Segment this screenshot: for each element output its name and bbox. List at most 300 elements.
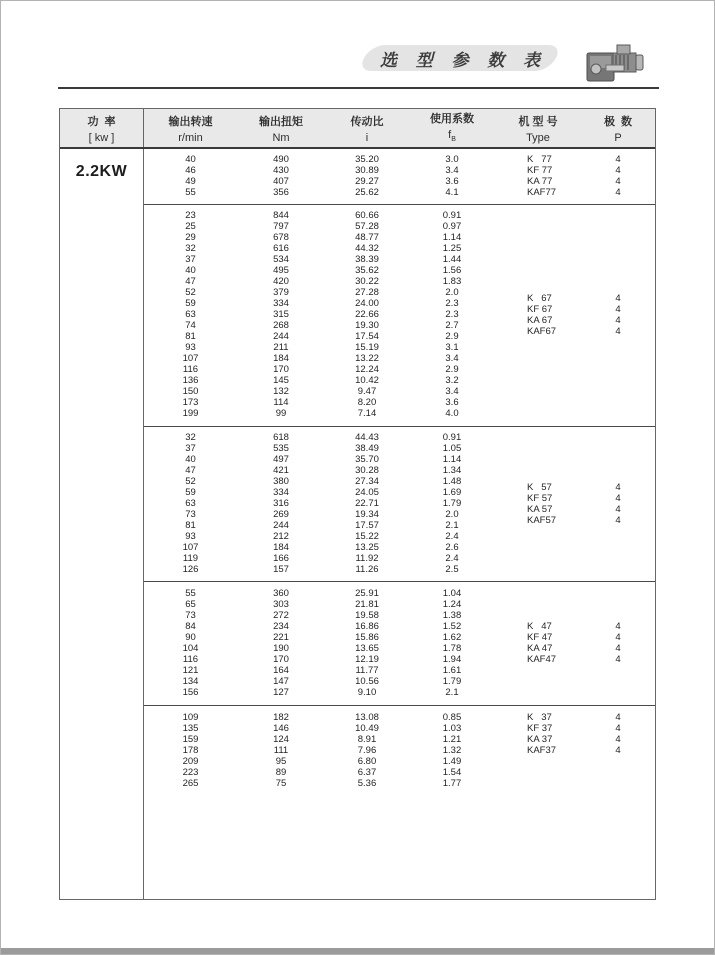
cell-value: 495: [273, 265, 289, 276]
cell-value: 3.6: [445, 176, 459, 187]
cell-value: 4: [615, 654, 621, 665]
header-torque: [237, 109, 325, 147]
cell-value: 29.27: [355, 176, 379, 187]
cell-value: KAF47: [527, 654, 557, 665]
cell-value: 4: [615, 734, 621, 745]
cell-value: 73: [185, 509, 196, 520]
cell-value: 3.6: [445, 397, 459, 408]
power-value: 2.2KW: [75, 163, 128, 180]
type-column: [495, 482, 581, 526]
cell-value: 2.4: [445, 531, 459, 542]
cell-value: 3.2: [445, 375, 459, 386]
header-poles-cn: 极 数: [603, 115, 633, 128]
cell-value: 11.92: [355, 553, 379, 564]
cell-value: 4: [615, 165, 621, 176]
cell-value: 65: [185, 599, 196, 610]
header-poles-unit: P: [614, 131, 622, 144]
cell-value: 40: [185, 154, 196, 165]
cell-value: 178: [182, 745, 199, 756]
header-torque-cn: 输出扭矩: [259, 115, 303, 128]
type-column: [495, 154, 581, 198]
cell-value: 47: [185, 276, 196, 287]
cell-value: 107: [182, 542, 199, 553]
cell-value: 95: [275, 756, 287, 767]
header-ratio-cn: 传动比: [350, 115, 384, 128]
cell-value: 190: [273, 643, 289, 654]
cell-value: 5.36: [357, 778, 377, 789]
cell-value: 2.0: [445, 509, 459, 520]
cell-value: 360: [273, 588, 289, 599]
cell-value: 25.62: [355, 187, 379, 198]
cell-value: 1.69: [442, 487, 462, 498]
cell-value: 11.26: [355, 564, 379, 575]
service-factor-column: [409, 432, 495, 575]
cell-value: 209: [182, 756, 199, 767]
cell-value: 420: [273, 276, 289, 287]
cell-value: 93: [185, 342, 196, 353]
cell-value: KA 47: [527, 643, 553, 654]
cell-value: 1.77: [442, 778, 462, 789]
type-column: [495, 293, 581, 337]
cell-value: 797: [273, 221, 289, 232]
cell-value: 1.25: [442, 243, 462, 254]
cell-value: 407: [273, 176, 289, 187]
cell-value: 2.3: [445, 309, 459, 320]
page-footer-bar: [1, 948, 715, 954]
cell-value: 15.19: [355, 342, 379, 353]
cell-value: 49: [185, 176, 196, 187]
cell-value: 173: [182, 397, 199, 408]
cell-value: KF 67: [527, 303, 553, 315]
ratio-column: [325, 210, 409, 419]
cell-value: 268: [273, 320, 289, 331]
cell-value: 223: [182, 767, 199, 778]
cell-value: 25.91: [355, 588, 379, 599]
cell-value: 132: [273, 386, 289, 397]
cell-value: 9.10: [357, 687, 377, 698]
cell-value: 844: [273, 210, 289, 221]
cell-value: 47: [185, 465, 196, 476]
cell-value: 30.28: [355, 465, 379, 476]
cell-value: KA 67: [527, 314, 553, 326]
cell-value: 2.1: [445, 520, 459, 531]
cell-value: 38.39: [355, 254, 379, 265]
header-power: [60, 109, 144, 147]
cell-value: 63: [185, 498, 196, 509]
cell-value: 74: [185, 320, 196, 331]
cell-value: 497: [273, 454, 289, 465]
power-cell: [60, 149, 144, 899]
cell-value: 2.9: [445, 364, 459, 375]
header-speed: [144, 109, 237, 147]
cell-value: 73: [185, 610, 196, 621]
cell-value: 3.4: [445, 165, 459, 176]
cell-value: 616: [273, 243, 289, 254]
cell-value: 114: [273, 397, 289, 408]
cell-value: 3.1: [445, 342, 459, 353]
cell-value: 81: [185, 520, 196, 531]
header-ratio: [325, 109, 409, 147]
cell-value: 10.56: [355, 676, 379, 687]
cell-value: 6.37: [357, 767, 377, 778]
cell-value: 1.54: [442, 767, 462, 778]
cell-value: 199: [182, 408, 199, 419]
poles-column: [581, 154, 655, 198]
table-header-row: [60, 109, 655, 149]
cell-value: KA 37: [527, 734, 553, 745]
cell-value: 59: [185, 487, 196, 498]
cell-value: 6.80: [357, 756, 377, 767]
cell-value: 3.0: [445, 154, 459, 165]
cell-value: 63: [185, 309, 196, 320]
cell-value: 4: [615, 514, 621, 526]
speed-column: [144, 432, 237, 575]
cell-value: 1.05: [442, 443, 462, 454]
header-speed-unit: r/min: [178, 131, 203, 144]
cell-value: 13.22: [355, 353, 379, 364]
service-factor-column: [409, 588, 495, 698]
cell-value: 1.52: [442, 621, 462, 632]
cell-value: 9.47: [357, 386, 377, 397]
cell-value: 24.05: [355, 487, 379, 498]
cell-value: 48.77: [355, 232, 379, 243]
header-service-factor: [409, 109, 495, 147]
cell-value: 4: [615, 492, 621, 504]
cell-value: 157: [273, 564, 289, 575]
cell-value: 40: [185, 265, 196, 276]
cell-value: 1.34: [442, 465, 462, 476]
cell-value: 3.4: [445, 353, 459, 364]
header-speed-cn: 输出转速: [168, 115, 213, 128]
header-power-unit: [ kw ]: [88, 131, 115, 144]
cell-value: 265: [182, 778, 199, 789]
cell-value: 170: [273, 654, 289, 665]
cell-value: 15.86: [355, 632, 379, 643]
cell-value: 1.94: [442, 654, 462, 665]
cell-value: 1.14: [442, 232, 462, 243]
cell-value: 75: [275, 778, 287, 789]
cell-value: 30.22: [355, 276, 379, 287]
cell-value: 316: [273, 498, 289, 509]
cell-value: 127: [273, 687, 289, 698]
cell-value: 0.91: [442, 210, 462, 221]
cell-value: 4: [615, 292, 621, 304]
cell-value: 15.22: [355, 531, 379, 542]
cell-value: 4: [615, 176, 621, 187]
cell-value: 1.49: [442, 756, 462, 767]
cell-value: 135: [182, 723, 199, 734]
cell-value: 17.57: [355, 520, 379, 531]
cell-value: 4.0: [445, 408, 459, 419]
cell-value: 269: [273, 509, 289, 520]
header-power-cn: 功 率: [87, 115, 116, 128]
cell-value: 303: [273, 599, 289, 610]
cell-value: 379: [273, 287, 289, 298]
cell-value: 52: [185, 476, 196, 487]
table-body-data: [144, 149, 655, 899]
cell-value: KF 77: [527, 165, 553, 176]
cell-value: 60.66: [355, 210, 379, 221]
cell-value: 0.91: [442, 432, 462, 443]
cell-value: 4: [615, 325, 621, 337]
cell-value: 156: [182, 687, 199, 698]
cell-value: 25: [185, 221, 196, 232]
cell-value: 90: [185, 632, 196, 643]
gearmotor-image: [584, 41, 650, 87]
cell-value: 134: [182, 676, 199, 687]
cell-value: 4: [615, 632, 621, 643]
cell-value: 334: [273, 298, 289, 309]
cell-value: 0.85: [442, 712, 462, 723]
cell-value: 4: [615, 745, 621, 756]
header-type: [495, 109, 581, 147]
cell-value: 27.28: [355, 287, 379, 298]
cell-value: KAF57: [527, 514, 557, 526]
cell-value: 334: [273, 487, 289, 498]
cell-value: 490: [273, 154, 289, 165]
cell-value: 2.9: [445, 331, 459, 342]
cell-value: 380: [273, 476, 289, 487]
cell-value: 10.49: [355, 723, 379, 734]
parameter-group: [144, 705, 655, 899]
cell-value: 4: [615, 481, 621, 493]
poles-column: [581, 621, 655, 665]
header-factor-unit: $f_B$: [448, 128, 456, 144]
cell-value: 4: [615, 503, 621, 515]
cell-value: K 37: [527, 712, 552, 723]
header-poles: [581, 109, 655, 147]
cell-value: 1.78: [442, 643, 462, 654]
cell-value: 2.4: [445, 553, 459, 564]
parameter-group: [144, 426, 655, 581]
cell-value: 1.24: [442, 599, 462, 610]
cell-value: 40: [185, 454, 196, 465]
ratio-column: [325, 588, 409, 698]
parameter-group: [144, 581, 655, 705]
cell-value: 145: [273, 375, 289, 386]
cell-value: KAF67: [527, 325, 557, 337]
cell-value: 99: [275, 408, 287, 419]
cell-value: K 67: [527, 292, 552, 304]
cell-value: 126: [182, 564, 199, 575]
cell-value: K 47: [527, 621, 552, 632]
cell-value: 1.44: [442, 254, 462, 265]
cell-value: 7.96: [357, 745, 377, 756]
cell-value: 146: [273, 723, 289, 734]
cell-value: 618: [273, 432, 289, 443]
torque-column: [237, 588, 325, 698]
cell-value: 19.30: [355, 320, 379, 331]
cell-value: 111: [273, 745, 289, 756]
cell-value: 16.86: [355, 621, 379, 632]
header-factor-cn: 使用系数: [430, 112, 474, 125]
cell-value: 184: [273, 542, 289, 553]
cell-value: 184: [273, 353, 289, 364]
ratio-column: [325, 432, 409, 575]
cell-value: 1.14: [442, 454, 462, 465]
cell-value: 89: [275, 767, 287, 778]
cell-value: 3.4: [445, 386, 459, 397]
cell-value: 44.32: [355, 243, 379, 254]
cell-value: 678: [273, 232, 289, 243]
cell-value: 4: [615, 621, 621, 632]
cell-value: KF 47: [527, 632, 553, 643]
cell-value: 212: [273, 531, 289, 542]
cell-value: 535: [273, 443, 289, 454]
cell-value: 7.14: [357, 408, 377, 419]
poles-column: [581, 482, 655, 526]
speed-column: [144, 210, 237, 419]
cell-value: 12.19: [355, 654, 379, 665]
cell-value: 272: [273, 610, 289, 621]
cell-value: 19.34: [355, 509, 379, 520]
cell-value: 19.58: [355, 610, 379, 621]
cell-value: 534: [273, 254, 289, 265]
cell-value: 13.65: [355, 643, 379, 654]
cell-value: 0.97: [442, 221, 462, 232]
cell-value: 1.56: [442, 265, 462, 276]
cell-value: 116: [182, 654, 199, 665]
cell-value: 4: [615, 303, 621, 315]
torque-column: [237, 712, 325, 789]
cell-value: 13.25: [355, 542, 379, 553]
cell-value: 356: [273, 187, 289, 198]
header-divider-line: [58, 87, 659, 89]
cell-value: KF 57: [527, 492, 553, 504]
service-factor-column: [409, 712, 495, 789]
cell-value: 12.24: [355, 364, 379, 375]
cell-value: 119: [182, 553, 199, 564]
cell-value: 35.62: [355, 265, 379, 276]
cell-value: 1.03: [442, 723, 462, 734]
cell-value: 4: [615, 187, 621, 198]
cell-value: 32: [185, 432, 196, 443]
cell-value: 1.62: [442, 632, 462, 643]
cell-value: K 57: [527, 481, 552, 493]
service-factor-column: [409, 154, 495, 198]
cell-value: 166: [273, 553, 289, 564]
cell-value: K 77: [527, 154, 552, 165]
cell-value: 147: [273, 676, 289, 687]
cell-value: 27.34: [355, 476, 379, 487]
cell-value: 244: [273, 331, 289, 342]
cell-value: 1.83: [442, 276, 462, 287]
cell-value: 116: [182, 364, 199, 375]
cell-value: 1.61: [442, 665, 462, 676]
cell-value: 170: [273, 364, 289, 375]
cell-value: 2.0: [445, 287, 459, 298]
cell-value: 10.42: [355, 375, 379, 386]
cell-value: 315: [273, 309, 289, 320]
cell-value: 37: [185, 254, 196, 265]
cell-value: 35.20: [355, 154, 379, 165]
cell-value: 2.5: [445, 564, 459, 575]
cell-value: 430: [273, 165, 289, 176]
cell-value: 164: [273, 665, 289, 676]
cell-value: 107: [182, 353, 199, 364]
cell-value: 4: [615, 643, 621, 654]
cell-value: 21.81: [355, 599, 379, 610]
cell-value: 1.04: [442, 588, 462, 599]
cell-value: KF 37: [527, 723, 553, 734]
cell-value: 104: [182, 643, 199, 654]
cell-value: 44.43: [355, 432, 379, 443]
page-title-badge: [364, 45, 556, 71]
cell-value: 84: [185, 621, 196, 632]
cell-value: 55: [185, 588, 196, 599]
service-factor-column: [409, 210, 495, 419]
cell-value: 1.79: [442, 676, 462, 687]
speed-column: [144, 588, 237, 698]
torque-column: [237, 154, 325, 198]
selection-parameter-table: [59, 108, 656, 900]
type-column: [495, 621, 581, 665]
cell-value: 23: [185, 210, 196, 221]
type-column: [495, 712, 581, 756]
cell-value: 35.70: [355, 454, 379, 465]
cell-value: 124: [273, 734, 289, 745]
poles-column: [581, 712, 655, 756]
cell-value: 1.38: [442, 610, 462, 621]
cell-value: 24.00: [355, 298, 379, 309]
cell-value: 1.79: [442, 498, 462, 509]
ratio-column: [325, 154, 409, 198]
cell-value: 4: [615, 712, 621, 723]
cell-value: 150: [182, 386, 199, 397]
page-title: 选 型 参 数 表: [380, 50, 547, 70]
torque-column: [237, 210, 325, 419]
cell-value: 159: [182, 734, 199, 745]
cell-value: 29: [185, 232, 196, 243]
header-type-unit: Type: [526, 131, 550, 144]
header-torque-unit: Nm: [272, 131, 290, 144]
cell-value: 38.49: [355, 443, 379, 454]
torque-column: [237, 432, 325, 575]
cell-value: 109: [182, 712, 199, 723]
cell-value: 59: [185, 298, 196, 309]
cell-value: KAF77: [527, 187, 557, 198]
cell-value: 17.54: [355, 331, 379, 342]
parameter-group: [144, 204, 655, 426]
poles-column: [581, 293, 655, 337]
table-body: [60, 149, 655, 899]
cell-value: 52: [185, 287, 196, 298]
cell-value: 22.66: [355, 309, 379, 320]
cell-value: 2.1: [445, 687, 459, 698]
cell-value: 8.20: [357, 397, 377, 408]
cell-value: 136: [182, 375, 199, 386]
cell-value: 4: [615, 723, 621, 734]
cell-value: 244: [273, 520, 289, 531]
cell-value: 4: [615, 314, 621, 326]
cell-value: 2.7: [445, 320, 459, 331]
cell-value: 57.28: [355, 221, 379, 232]
cell-value: 30.89: [355, 165, 379, 176]
cell-value: 55: [185, 187, 196, 198]
cell-value: 1.21: [442, 734, 462, 745]
cell-value: 81: [185, 331, 196, 342]
cell-value: 46: [185, 165, 196, 176]
cell-value: 2.3: [445, 298, 459, 309]
cell-value: 221: [273, 632, 289, 643]
cell-value: 2.6: [445, 542, 459, 553]
cell-value: 1.32: [442, 745, 462, 756]
cell-value: 1.48: [442, 476, 462, 487]
cell-value: 234: [273, 621, 289, 632]
speed-column: [144, 154, 237, 198]
cell-value: 32: [185, 243, 196, 254]
cell-value: 11.77: [355, 665, 379, 676]
